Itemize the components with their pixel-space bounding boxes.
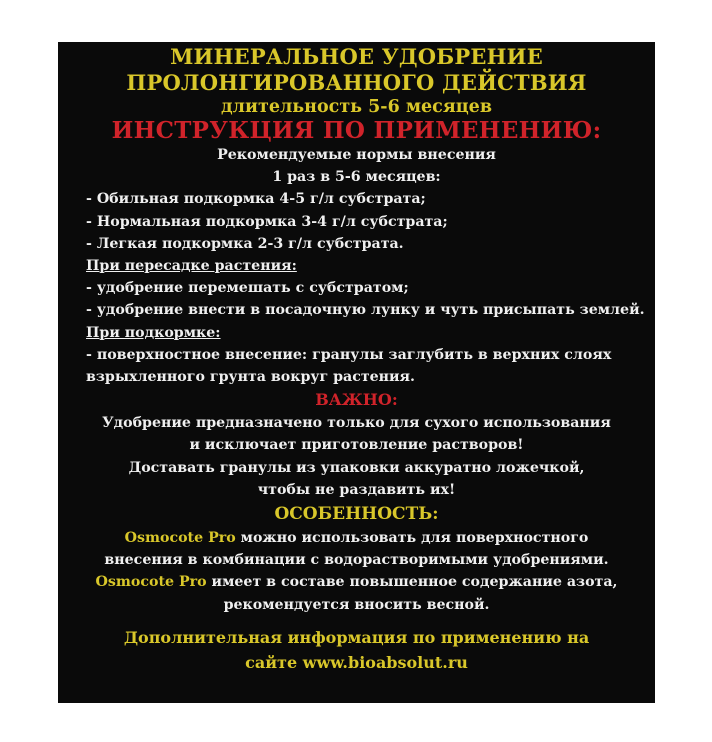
duration: длительность 5-6 месяцев — [221, 97, 492, 117]
product-label — [58, 42, 655, 703]
feeding-line-2: взрыхленного грунта вокруг растения. — [86, 369, 415, 386]
rates-line-1: Рекомендуемые нормы внесения — [217, 147, 496, 163]
brand-name: Osmocote Pro — [124, 530, 236, 547]
rate-item: - Обильная подкормка 4-5 г/л субстрата; — [86, 191, 426, 208]
feature-paragraph-2-line-2: рекомендуется вносить весной. — [223, 596, 490, 613]
transplant-item: - удобрение перемешать с субстратом; — [86, 280, 409, 297]
footer-line-2: сайте www.bioabsolut.ru — [245, 652, 468, 672]
feature-heading: ОСОБЕННОСТЬ: — [274, 504, 439, 525]
rate-item: - Легкая подкормка 2-3 г/л субстрата. — [86, 235, 404, 252]
feature-paragraph-1-line-1 — [58, 527, 655, 549]
rate-item: - Нормальная подкормка 3-4 г/л субстрата; — [86, 213, 448, 230]
important-line: чтобы не раздавить их! — [257, 481, 456, 498]
important-heading: ВАЖНО: — [315, 390, 398, 410]
title-line-1: МИНЕРАЛЬНОЕ УДОБРЕНИЕ — [170, 44, 543, 69]
feature-text: можно использовать для поверхностного — [235, 530, 589, 547]
instructions-heading: ИНСТРУКЦИЯ ПО ПРИМЕНЕНИЮ: — [111, 117, 602, 144]
footer-line-1: Дополнительная информация по применению на — [123, 627, 590, 647]
important-line: Доставать гранулы из упаковки аккуратно ложечкой, — [128, 459, 585, 476]
transplant-heading: При пересадке растения: — [86, 258, 297, 275]
feeding-line-1: - поверхностное внесение: гранулы заглубить в верхних слоях — [86, 346, 612, 363]
important-line: и исключает приготовление растворов! — [189, 437, 524, 454]
important-line: Удобрение предназначено только для сухого использования — [102, 415, 611, 432]
brand-name: Osmocote Pro — [95, 574, 207, 591]
feature-text: имеет в составе повышенное содержание азота, — [206, 574, 618, 591]
feature-paragraph-2-line-1 — [58, 571, 655, 593]
feature-paragraph-1-line-2: внесения в комбинации с водорастворимыми удобрениями. — [104, 552, 609, 569]
rates-line-2: 1 раз в 5-6 месяцев: — [272, 169, 441, 186]
transplant-item: - удобрение внести в посадочную лунку и чуть присыпать землей. — [86, 302, 645, 319]
title-line-2: ПРОЛОНГИРОВАННОГО ДЕЙСТВИЯ — [126, 70, 587, 95]
feeding-heading: При подкормке: — [86, 324, 221, 341]
